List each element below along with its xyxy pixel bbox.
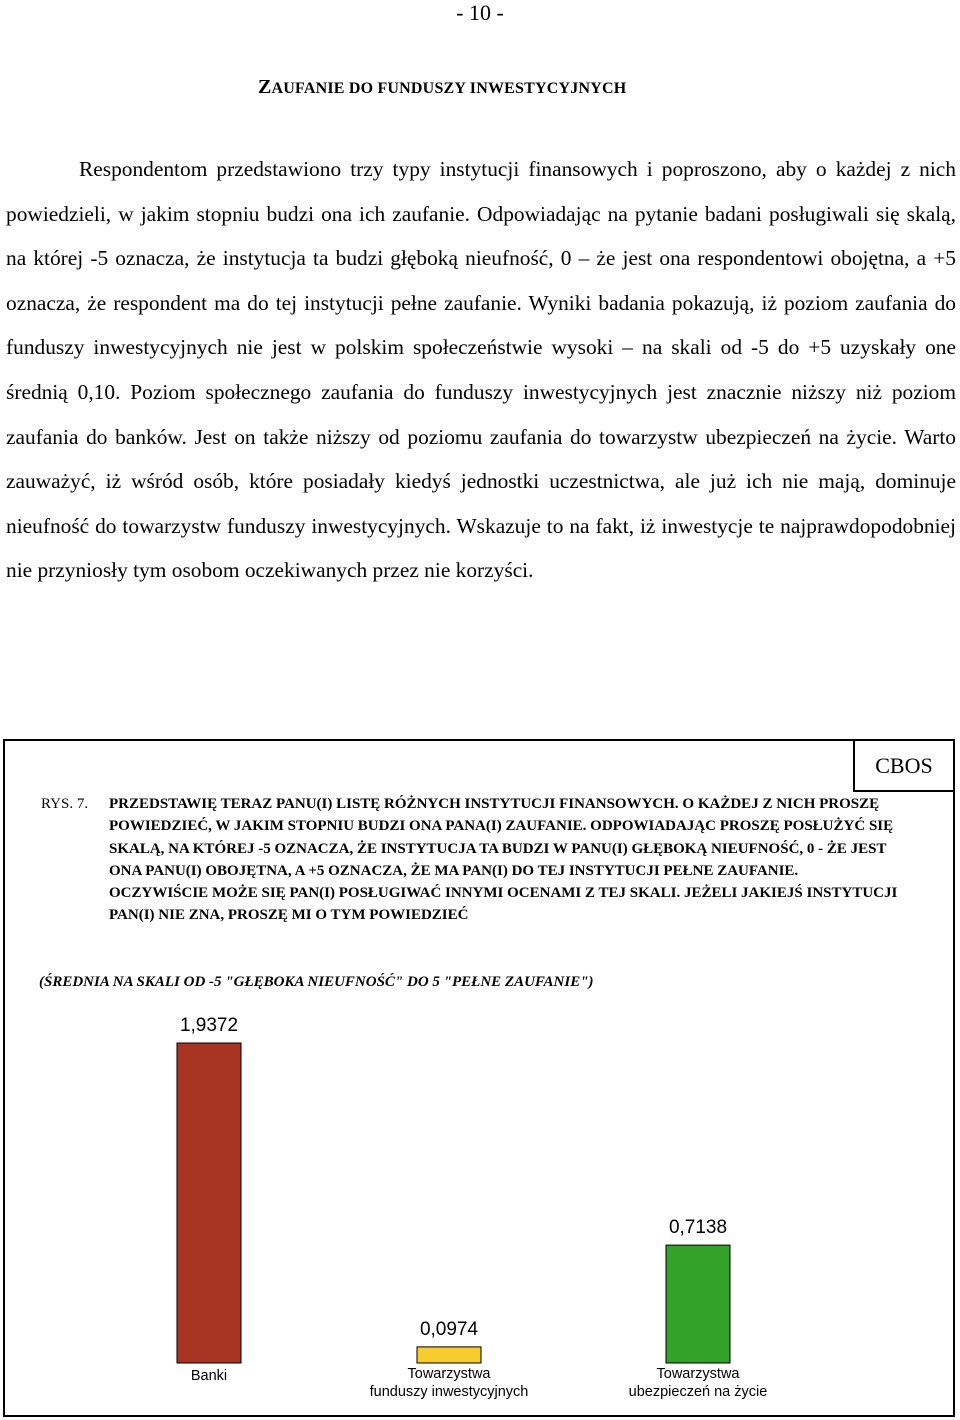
figure-box bbox=[3, 739, 955, 1417]
cbos-badge: CBOS bbox=[853, 741, 953, 792]
bar-tunz bbox=[666, 1245, 730, 1363]
category-label-tfi-2: funduszy inwestycyjnych bbox=[369, 1384, 529, 1400]
category-label-banki-1: Banki bbox=[190, 1368, 228, 1384]
section-title-first-letter: Z bbox=[258, 76, 272, 98]
figure-scale-note: (ŚREDNIA NA SKALI OD -5 "GŁĘBOKA NIEUFNOŚĆ" DO 5 "PEŁNE ZAUFANIE") bbox=[39, 974, 594, 990]
section-title-rest: AUFANIE DO FUNDUSZY INWESTYCYJNYCH bbox=[271, 80, 627, 97]
category-label-tunz-1: Towarzystwa bbox=[656, 1366, 740, 1382]
page-number: - 10 - bbox=[456, 0, 504, 25]
figure-question: PRZEDSTAWIĘ TERAZ PANU(I) LISTĘ RÓŻNYCH INSTYTUCJI FINANSOWYCH. O KAŻDEJ Z NICH PROSZĘ POWIEDZIEĆ, W JAKIM STOPNIU BUDZI ONA PANA(I) ZAUFANIE. ODPOWIADAJĄC PROSZĘ POSŁUŻYĆ SIĘ SKALĄ, NA KTÓREJ -5 OZNACZA, ŻE INSTYTUCJA TA BUDZI W PANU(I) GŁĘBOKĄ NIEUFNOŚĆ, 0 - ŻE JEST ONA PANU(I) OBOJĘTNA, A +5 OZNACZA, ŻE MA PAN(I) DO TEJ INSTYTUCJI PEŁNE ZAUFANIE. OCZYWIŚCIE MOŻE SIĘ PAN(I) POSŁUGIWAĆ INNYMI OCENAMI Z TEJ SKALI. JEŻELI JAKIEJŚ INSTYTUCJI PAN(I) NIE ZNA, PROSZĘ MI O TYM POWIEDZIEĆ bbox=[109, 796, 898, 924]
category-label-tunz-2: ubezpieczeń na życie bbox=[628, 1384, 768, 1400]
bar-chart bbox=[5, 741, 953, 1415]
value-label-tfi: 0,0974 bbox=[419, 1318, 479, 1340]
value-label-tunz: 0,7138 bbox=[668, 1217, 728, 1239]
category-label-tfi-1: Towarzystwa bbox=[407, 1366, 491, 1382]
figure-label: RYS. 7. bbox=[41, 796, 89, 812]
body-paragraph: Respondentom przedstawiono trzy typy instytucji finansowych i poproszono, aby o każdej z nich powiedzieli, w jakim stopniu budzi ona ich zaufanie. Odpowiadając na pytanie badani posługiwali się skalą, na której -5 oznacza, że instytucja ta budzi głęboką nieufność, 0 – że jest ona respondentowi obojętna, a +5 oznacza, że respondent ma do tej instytucji pełne zaufanie. Wyniki badania pokazują, iż poziom zaufania do funduszy inwestycyjnych nie jest w polskim społeczeństwie wysoki – na skali od -5 do +5 uzyskały one średnią 0,10. Poziom społecznego zaufania do funduszy inwestycyjnych jest znacznie niższy niż poziom zaufania do banków. Jest on także niższy od poziomu zaufania do towarzystw ubezpieczeń na życie. Warto zauważyć, iż wśród osób, które posiadały kiedyś jednostki uczestnictwa, ale już ich nie mają, dominuje nieufność do towarzystw funduszy inwestycyjnych. Wskazuje to na fakt, iż inwestycje te najprawdopodobniej nie przyniosły tym osobom oczekiwanych przez nie korzyści. bbox=[6, 157, 956, 583]
section-title bbox=[258, 76, 626, 99]
bar-tfi bbox=[417, 1347, 481, 1363]
value-label-banki: 1,9372 bbox=[179, 1015, 239, 1036]
bar-banki bbox=[177, 1043, 241, 1363]
